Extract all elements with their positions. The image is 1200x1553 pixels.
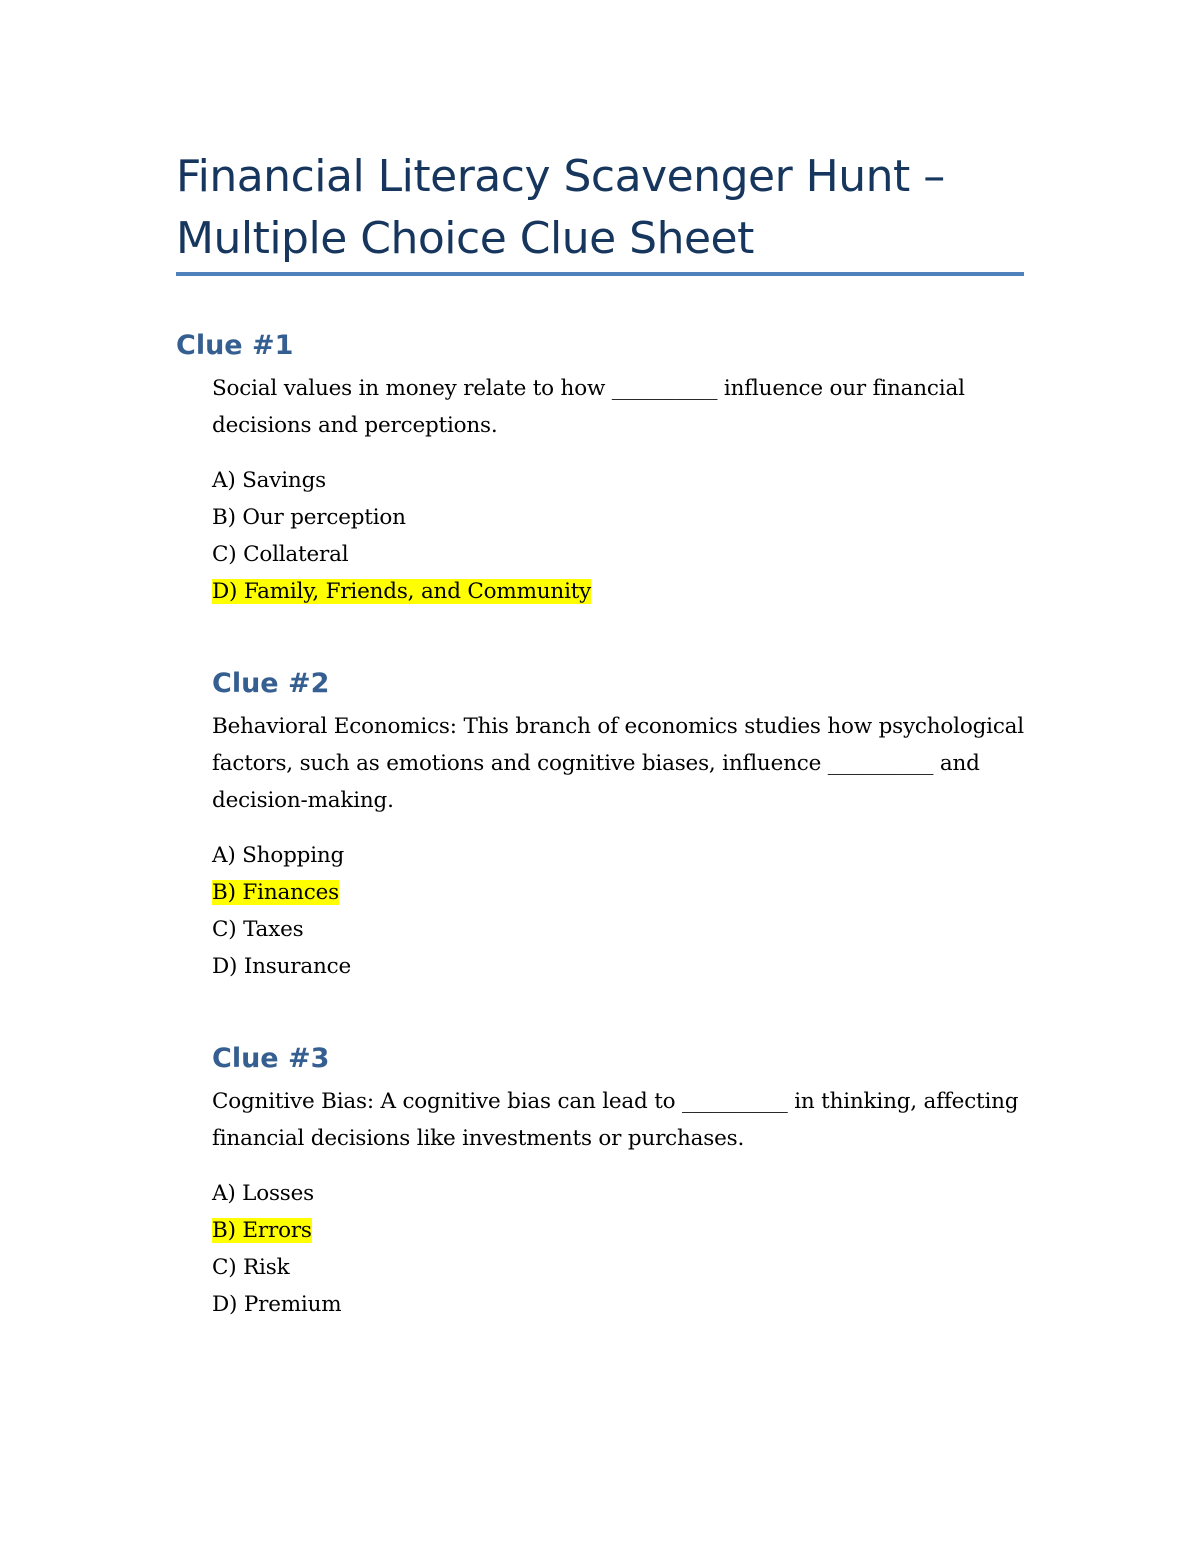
highlighted-answer: D) Family, Friends, and Community (212, 579, 592, 604)
answer-options (212, 462, 996, 610)
answer-option: D) Insurance (212, 954, 351, 979)
answer-options (212, 1175, 1032, 1323)
answer-option: D) Premium (212, 1292, 342, 1317)
answer-option (212, 874, 1032, 911)
answer-option: A) Savings (212, 468, 326, 493)
answer-option: C) Taxes (212, 917, 304, 942)
answer-option: C) Collateral (212, 542, 349, 567)
clue-heading: Clue #2 (212, 668, 330, 699)
clue-1 (176, 328, 996, 610)
answer-option (212, 1212, 1032, 1249)
highlighted-answer: B) Errors (212, 1218, 312, 1243)
clue-heading: Clue #1 (176, 330, 294, 361)
answer-option: A) Shopping (212, 843, 345, 868)
highlighted-answer: B) Finances (212, 880, 339, 905)
answer-options (212, 837, 1032, 985)
clue-2 (212, 666, 1032, 985)
clue-question: Cognitive Bias: A cognitive bias can lead to __________ in thinking, affecting financial decisions like investments or purchases. (212, 1089, 1019, 1151)
clue-question: Behavioral Economics: This branch of economics studies how psychological factors, such as emotions and cognitive biases, influence __________ and decision-making. (212, 714, 1024, 813)
clue-question: Social values in money relate to how __________ influence our financial decisions and perceptions. (212, 376, 965, 438)
clue-heading: Clue #3 (212, 1043, 330, 1074)
page-title: Financial Literacy Scavenger Hunt – Multiple Choice Clue Sheet (176, 151, 945, 264)
answer-option: C) Risk (212, 1255, 290, 1280)
answer-option (212, 573, 996, 610)
answer-option: A) Losses (212, 1181, 314, 1206)
clue-3 (212, 1041, 1032, 1323)
title-underline-rule (176, 272, 1024, 276)
answer-option: B) Our perception (212, 505, 406, 530)
